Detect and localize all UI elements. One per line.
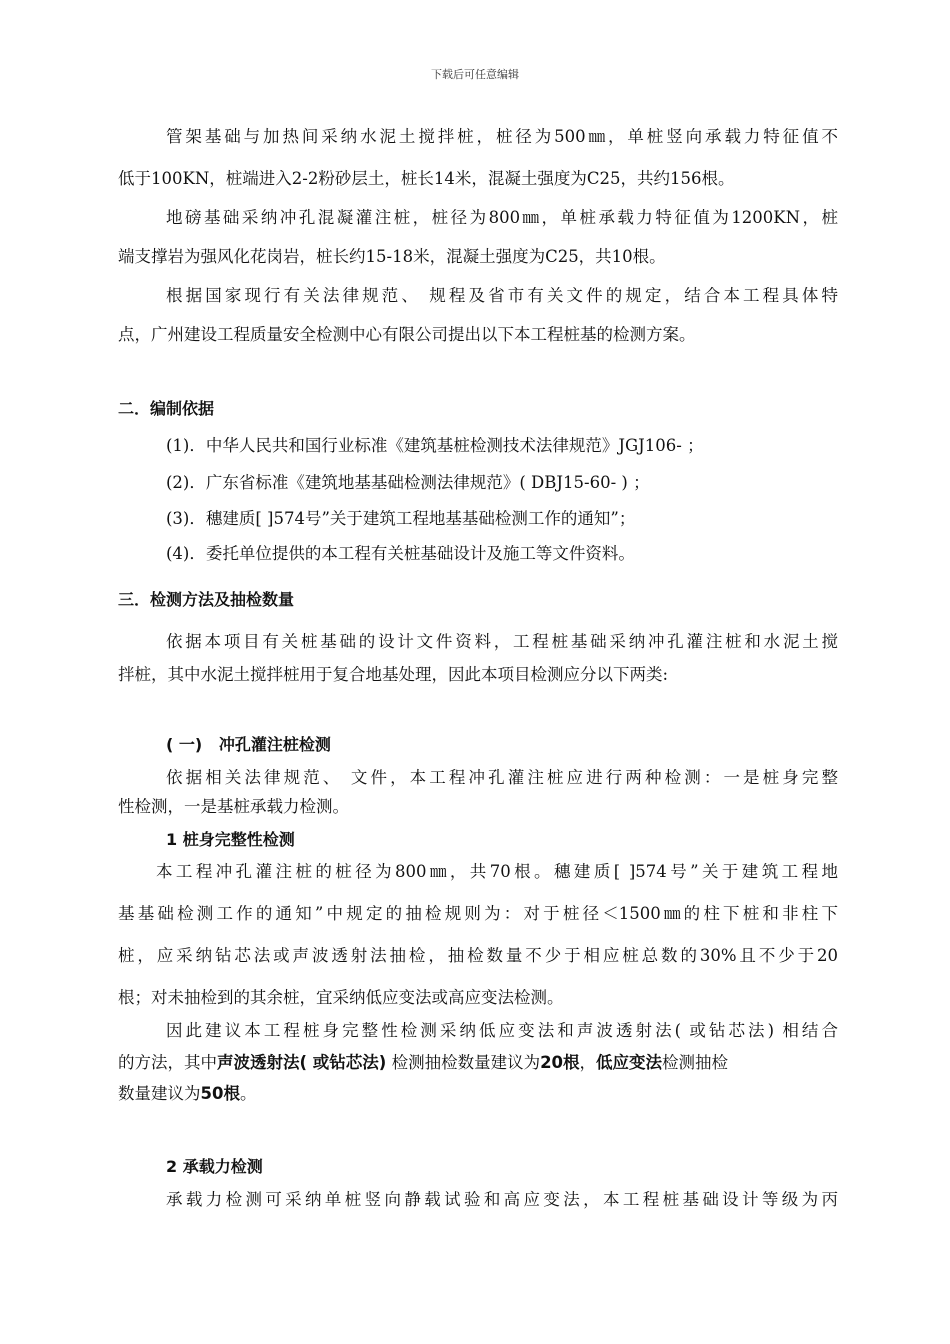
section-heading: 三．检测方法及抽检数量 xyxy=(118,590,295,609)
bold-text-run: 声波透射法( 或钻芯法) xyxy=(217,1053,387,1072)
text-run: 检测抽检 xyxy=(662,1053,729,1072)
paragraph-line-mixed xyxy=(118,1082,838,1106)
paragraph-line: 端支撑岩为强风化花岗岩，桩长约15-18米，混凝土强度为C25，共10根。 xyxy=(118,247,666,266)
paragraph-line: 依据相关法律规范、 文件，本工程冲孔灌注桩应进行两种检测：一是桩身完整 xyxy=(166,768,838,787)
section-heading: 二．编制依据 xyxy=(118,399,215,418)
paragraph-line: 地磅基础采纳冲孔混凝灌注桩，桩径为800㎜，单桩承载力特征值为1200KN，桩 xyxy=(166,208,838,227)
paragraph-line: 基基础检测工作的通知”中规定的抽检规则为：对于桩径＜1500㎜的柱下桩和非柱下 xyxy=(118,904,838,923)
paragraph-line: 管架基础与加热间采纳水泥土搅拌桩，桩径为500㎜，单桩竖向承载力特征值不 xyxy=(166,127,838,146)
reference-item: (1)．中华人民共和国行业标准《建筑基桩检测技术法律规范》JGJ106- ； xyxy=(166,436,704,455)
paragraph-line: 点，广州建设工程质量安全检测中心有限公司提出以下本工程桩基的检测方案。 xyxy=(118,325,696,344)
reference-item: (2)．广东省标准《建筑地基基础检测法律规范》( DBJ15-60- ) ； xyxy=(166,473,650,492)
paragraph-line-mixed xyxy=(118,1051,838,1075)
paragraph-line: 依据本项目有关桩基础的设计文件资料，工程桩基础采纳冲孔灌注桩和水泥土搅 xyxy=(166,632,838,651)
reference-item: (4)．委托单位提供的本工程有关桩基础设计及施工等文件资料。 xyxy=(166,544,635,563)
bold-text-run: 20根 xyxy=(540,1053,580,1072)
paragraph-line: 性检测，一是基桩承载力检测。 xyxy=(118,797,349,816)
text-run: ， xyxy=(579,1053,597,1072)
paragraph-line: 因此建议本工程桩身完整性检测采纳低应变法和声波透射法( 或钻芯法) 相结合 xyxy=(166,1021,838,1040)
paragraph-line: 根据国家现行有关法律规范、 规程及省市有关文件的规定，结合本工程具体特 xyxy=(166,286,838,305)
page-header: 下载后可任意编辑 xyxy=(431,68,519,81)
paragraph-line: 本工程冲孔灌注桩的桩径为800㎜，共70根。穗建质[ ]574号”关于建筑工程地 xyxy=(156,862,838,881)
paragraph-line: 承载力检测可采纳单桩竖向静载试验和高应变法，本工程桩基础设计等级为丙 xyxy=(166,1190,838,1209)
paragraph-line: 低于100KN，桩端进入2-2粉砂层土，桩长14米，混凝土强度为C25，共约156根。 xyxy=(118,169,735,188)
text-run: 。 xyxy=(239,1084,257,1103)
item-heading: 2 承载力检测 xyxy=(166,1157,263,1176)
bold-text-run: 低应变法 xyxy=(596,1053,663,1072)
reference-item: (3)．穗建质[ ]574号”关于建筑工程地基基础检测工作的通知”； xyxy=(166,509,636,528)
bold-text-run: 50根 xyxy=(200,1084,240,1103)
text-run: 检测抽检数量建议为 xyxy=(386,1053,541,1072)
text-run: 数量建议为 xyxy=(118,1084,201,1103)
paragraph-line: 拌桩，其中水泥土搅拌桩用于复合地基处理，因此本项目检测应分以下两类: xyxy=(118,665,669,684)
subsection-heading: ( 一) 冲孔灌注桩检测 xyxy=(166,735,331,754)
text-run: 的方法，其中 xyxy=(118,1053,217,1072)
item-heading: 1 桩身完整性检测 xyxy=(166,830,295,849)
paragraph-line: 桩，应采纳钻芯法或声波透射法抽检，抽检数量不少于相应桩总数的30%且不少于20 xyxy=(118,946,838,965)
paragraph-line: 根；对未抽检到的其余桩，宜采纳低应变法或高应变法检测。 xyxy=(118,988,564,1007)
